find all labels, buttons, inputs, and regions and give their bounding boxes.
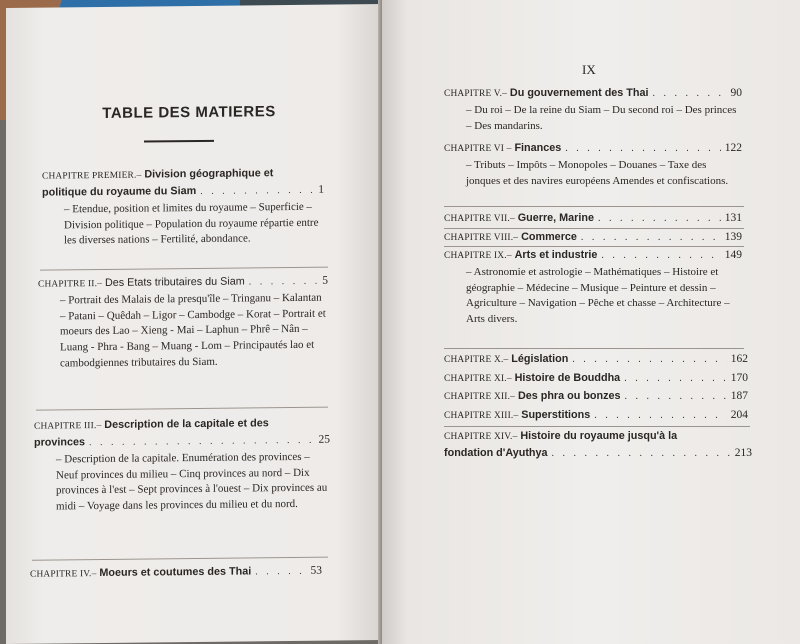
chapter-heading [444,407,748,424]
leader-dots [552,446,731,462]
toc-entry-chapter-1 [42,165,324,250]
toc-entry-chapter-4 [30,563,322,583]
chapter-description: – Description de la capitale. Enumération des provinces – Neuf provinces du milieu – Cinq provinces au nord – Dix provinces à l'est – Sept provinces à l'ouest – Dix provinces au midi – Voyage dans les provinces du milieu et du nord. [56,450,328,513]
leader-dots [594,408,726,424]
chapter-label: CHAPITRE XIII.– [444,411,519,421]
chapter-label: CHAPITRE PREMIER.– [42,170,142,182]
page-number: 131 [724,212,742,224]
chapter-heading [444,388,748,405]
left-page [6,4,382,644]
toc-entry-chapter-8 [444,229,742,246]
leader-dots [581,230,721,246]
chapter-title: Finances [514,142,562,154]
chapter-label: CHAPITRE II.– [38,278,103,290]
page-number: 122 [724,142,742,154]
chapter-heading-continued [34,432,330,452]
roman-page-number: IX [582,62,596,77]
toc-entry-chapter-11 [444,370,748,387]
toc-entry-chapter-7 [444,210,742,227]
toc-entry-chapter-5 [444,85,742,134]
chapter-label: CHAPITRE X.– [444,355,509,365]
page-title: TABLE DES MATIERES [102,103,276,122]
chapter-heading [444,229,742,246]
leader-dots [598,211,721,227]
chapter-heading [444,370,748,387]
chapter-title-continued: politique du royaume du Siam [42,185,197,199]
chapter-description: – Du roi – De la reine du Siam – Du second roi – Des princes – Des mandarins. [466,104,737,132]
leader-dots [624,371,727,387]
leader-dots [565,141,720,157]
chapter-label: CHAPITRE VI – [444,144,512,154]
chapter-description: – Tributs – Impôts – Monopoles – Douanes – Taxe des jonques et des navires européens Amendes et confiscations. [466,159,729,187]
chapter-label: CHAPITRE XIV.– [444,432,518,442]
toc-entry-chapter-10 [444,351,748,368]
chapter-title: Des phra ou bonzes [517,390,621,402]
title-underline [144,140,214,143]
chapter-description: – Astronomie et astrologie – Mathématiques – Histoire et géographie – Médecine – Musique – Peinture et dessin – Agriculture – Navigation – Pêche et chasse – Architecture – Arts divers. [466,266,730,326]
page-number: 25 [318,433,330,446]
chapter-description: – Etendue, position et limites du royaume – Superficie – Division politique – Population du royaume répartie entre les diverses nations – Fertilité, abondance. [64,200,319,247]
toc-entry-chapter-9 [444,247,742,328]
chapter-heading-continued [42,182,324,202]
divider [40,267,328,271]
leader-dots [653,86,727,102]
leader-dots [89,433,314,451]
chapter-label: CHAPITRE III.– [34,421,102,432]
chapter-label: CHAPITRE VII.– [444,214,515,224]
toc-entry-chapter-2 [38,273,328,373]
divider [444,348,744,349]
toc-entry-chapter-6 [444,140,742,189]
chapter-title: Des Etats tributaires du Siam [104,275,245,289]
chapter-heading [30,563,322,583]
chapter-heading [444,247,742,264]
page-number: 1 [318,183,324,196]
toc-entry-chapter-14 [444,428,752,462]
page-number: 187 [730,390,748,402]
leader-dots [625,389,727,405]
chapter-label: CHAPITRE XII.– [444,392,516,402]
toc-entry-chapter-3 [34,415,330,516]
leader-dots [200,183,314,200]
chapter-title: Division géographique et [144,167,274,181]
page-number: 53 [310,564,322,577]
chapter-label: CHAPITRE XI.– [444,374,512,384]
toc-entry-chapter-12 [444,388,748,405]
chapter-title: Arts et industrie [514,249,598,261]
divider [444,206,744,207]
leader-dots [249,274,318,291]
chapter-heading [444,85,742,102]
chapter-title: Du gouvernement des Thai [509,87,649,99]
chapter-title: Moeurs et coutumes des Thai [99,565,252,580]
chapter-title: Superstitions [521,409,591,421]
chapter-title: Histoire de Bouddha [514,372,621,384]
chapter-title: Guerre, Marine [517,212,594,224]
chapter-title-continued: provinces [34,436,86,449]
leader-dots [255,564,306,581]
chapter-heading [444,140,742,157]
page-number: 139 [724,231,742,243]
chapter-heading-continued [444,445,752,462]
chapter-heading [444,428,752,445]
chapter-label: CHAPITRE IV.– [30,569,97,580]
page-number: 5 [322,274,328,287]
page-number: 90 [730,87,742,99]
page-number: 162 [730,353,748,365]
divider [36,407,328,411]
chapter-title: Commerce [521,231,577,243]
divider [32,557,328,561]
chapter-title: Histoire du royaume jusqu'à la [520,430,678,442]
chapter-label: CHAPITRE V.– [444,89,508,99]
leader-dots [572,352,726,368]
leader-dots [601,248,720,264]
chapter-description: – Portrait des Malais de la presqu'île – Tringanu – Kalantan – Patani – Quêdah – Ligor – Cambodge – Korat – Portrait et moeurs des Lao – Xieng - Mai – Laphun – Phrê – Nân – Luang - Phra - Bang – Muang - Lom – Principautés lao et cambodgiennes tributaires du Siam. [60,291,326,370]
chapter-heading [444,210,742,227]
divider [444,426,750,427]
page-number: 213 [734,447,752,459]
chapter-heading [38,273,328,293]
toc-entry-chapter-13 [444,407,748,424]
chapter-title: Description de la capitale et des [104,417,269,431]
page-number: 204 [730,409,748,421]
chapter-label: CHAPITRE VIII.– [444,233,519,243]
chapter-title-continued: fondation d'Ayuthya [444,447,548,459]
chapter-heading [444,351,748,368]
chapter-label: CHAPITRE IX.– [444,251,512,261]
page-number: 149 [724,249,742,261]
chapter-title: Législation [511,353,569,365]
page-number: 170 [730,372,748,384]
